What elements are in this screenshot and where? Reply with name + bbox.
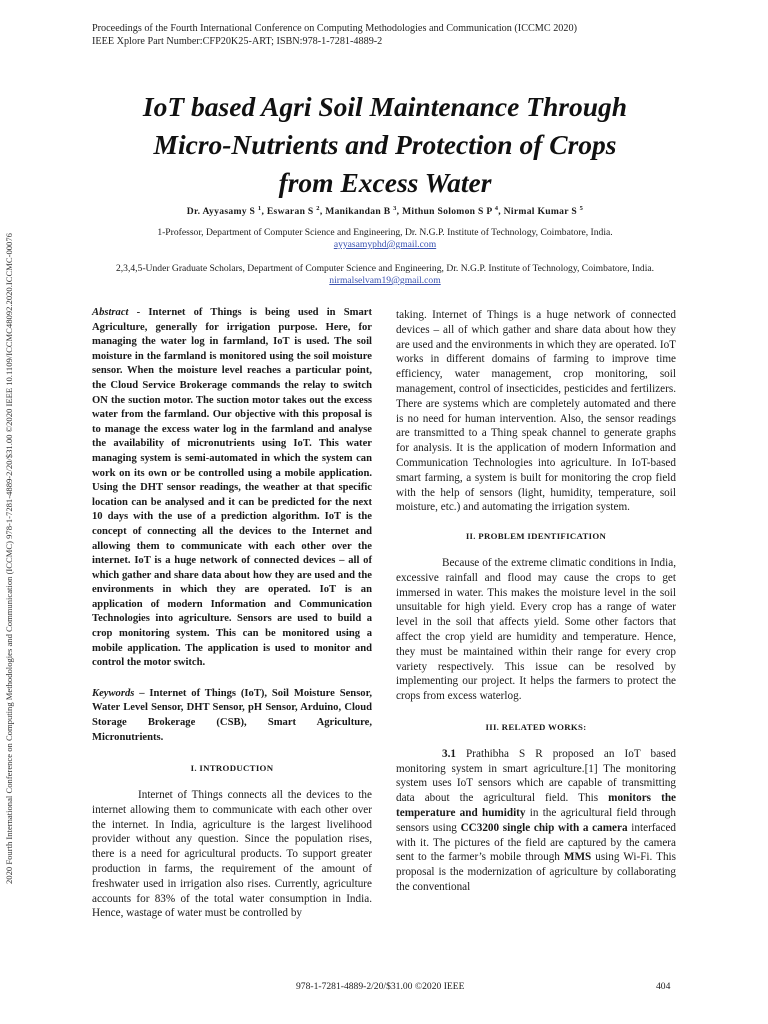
right-column: [396, 308, 676, 895]
page-number: 404: [656, 981, 671, 992]
author-2: Eswaran S $^2$: [266, 205, 320, 218]
doi-sidebar: 2020 Fourth International Conference on Computing Methodologies and Communication (ICCMC) 978-1-7281-4889-2/20/$31.00 ©2020 IEEE 10.1109/ICCMC48092.2020.ICCMC-00076: [4, 233, 14, 884]
related-item-number: 3.1: [442, 747, 456, 760]
section-heading-problem: II. PROBLEM IDENTIFICATION: [465, 531, 607, 542]
related-bold-1: monitors the temperature and humidity: [396, 792, 677, 819]
abstract-text: - Internet of Things is being used in Smart Agriculture, generally for irrigation purpose. Here, for managing the water log in farmland, IoT is used. The soil moisture in the farmland is monitored using the soil moisture sensor. When the moisture level reaches a particular point, the Cloud Service Brokerage commands the relay to switch ON the suction motor. The suction motor takes out the excess water from the farmland. Our objective with this proposal is to manage the excess water log in the farmland and analyse the availability of micronutrients using IoT. This water managing system is semi-automated in which the system can work on its own or be controlled using a mobile application. Using the DHT sensor readings, the weather at that specific location can be analysed and it can be predicted for the next 10 days with the use of a prediction algorithm. IoT is the concept of connecting all the devices to the Internet and allowing them to communicate with each other over the internet. IoT is a huge network of connected devices – all of which gather and share data about how they are used and the environments in which they are operated. IoT is an application of modern Information and Communication Technologies into agriculture. Sensors are used to build a crop monitoring system. This can be monitored using a mobile application. The application is used to monitor and control the motor switch.: [92, 307, 372, 669]
author-5: Nirmal Kumar S $^5$: [503, 205, 584, 218]
author-3: Manikandan B $^3$: [325, 205, 397, 218]
title-line-1: IoT based Agri Soil Maintenance Through: [142, 91, 628, 122]
header-line-1: Proceedings of the Fourth International Conference on Computing Methodologies and Communication (ICCMC 2020): [92, 23, 577, 34]
affiliation-2-text: 2,3,4,5-Under Graduate Scholars, Department of Computer Science and Engineering, Dr. N.G.P. Institute of Technology, Coimbatore, India.: [115, 263, 655, 274]
affiliation-2-email[interactable]: nirmalselvam19@gmail.com: [329, 275, 441, 286]
affiliation-2: [80, 263, 690, 287]
keywords-text: – Internet of Things (IoT), Soil Moisture Sensor, Water Level Sensor, DHT Sensor, pH Sensor, Arduino, Cloud Storage Brokerage (CSB), Smart Agriculture, Micronutrients.: [92, 687, 372, 743]
conference-header: [92, 22, 712, 48]
header-line-2: IEEE Xplore Part Number:CFP20K25-ART; ISBN:978-1-7281-4889-2: [92, 36, 383, 47]
title-line-2: Micro-Nutrients and Protection of Crops: [153, 129, 617, 160]
related-bold-2: CC3200 single chip with a camera: [460, 821, 628, 834]
section-heading-related: III. RELATED WORKS:: [485, 721, 587, 732]
abstract-label: Abstract: [92, 307, 129, 318]
left-column: [92, 306, 372, 921]
footer-copyright: 978-1-7281-4889-2/20/$31.00 ©2020 IEEE: [296, 981, 465, 992]
keywords: [92, 687, 372, 745]
paper-title: [90, 88, 680, 202]
title-line-3: from Excess Water: [278, 167, 492, 198]
affiliation-1-email[interactable]: ayyasamyphd@gmail.com: [333, 239, 437, 250]
affiliation-1-text: 1-Professor, Department of Computer Science and Engineering, Dr. N.G.P. Institute of Technology, Coimbatore, India.: [157, 227, 613, 238]
problem-paragraph: Because of the extreme climatic conditions in India, excessive rainfall and flood may cause the crops to get immersed in water. This makes the moisture level in the soil unsuitable for high yield. Every crop has a range of water level in the soil that affects yield. Some other factors that affect the crop yield are humidity and temperature. Hence, they must be maintained within their range for every crop variety respectively. This issue can be resolved by implementing our project. It helps the farmers to protect the crops from excess waterlog.: [396, 556, 676, 703]
affiliation-1: [80, 227, 690, 251]
related-paragraph: 3.1 Prathibha S R proposed an IoT based monitoring system in smart agriculture.[1] The monitoring system uses IoT sensors which are capable of transmitting data about the agricultural field. This monitors the temperature and humidity in the agricultural field through sensors using CC3200 single chip with a camera interfaced with it. The pictures of the field are captured by the camera sent to the farmer’s mobile through MMS using Wi-Fi. This proposal is the modernization of agriculture by collaborating the conventional: [396, 747, 677, 893]
related-bold-3: MMS: [563, 851, 592, 864]
intro-paragraph-continued: taking. Internet of Things is a huge network of connected devices – all of which gather and share data about how they are used and the environments in which they are operated. IoT works in different domains of farming to improve time efficiency, water management, crop monitoring, soil management, control of insecticides, pesticides and fertilizers. There are systems which are completely automated and there is no need for human intervention. Also, the sensor readings are transmitted to a Thing speak channel to generate graphs for analysis. It is the application of modern Information and Communication Technologies into agriculture. In IoT-based smart farming, a system is built for monitoring the crop field with the help of sensors (light, humidity, temperature, soil moisture, etc.) and automating the irrigation system.: [396, 309, 676, 514]
abstract: [92, 306, 372, 671]
keywords-label: Keywords: [92, 687, 135, 699]
section-heading-introduction: I. INTRODUCTION: [190, 763, 274, 774]
intro-paragraph: Internet of Things connects all the devices to the internet allowing them to communicate with each other over the internet. In India, agriculture is the largest livelihood provider without any question. Since the population rises, there is a need for agricultural products. To support greater production in farms, the requirement of the amount of freshwater used in irrigation also rises. Currently, agriculture accounts for 83% of the total water consumption in India. Hence, wastage of water must be controlled by: [92, 789, 372, 920]
author-1: Dr. Ayyasamy S $^1$: [186, 205, 262, 218]
author-4: Mithun Solomon S P $^4$: [402, 205, 499, 218]
author-list: Dr. Ayyasamy S $^1$, Eswaran S $^2$, Manikandan B $^3$, Mithun Solomon S P $^4$, Nirmal Kumar S $^5$: [186, 205, 584, 218]
